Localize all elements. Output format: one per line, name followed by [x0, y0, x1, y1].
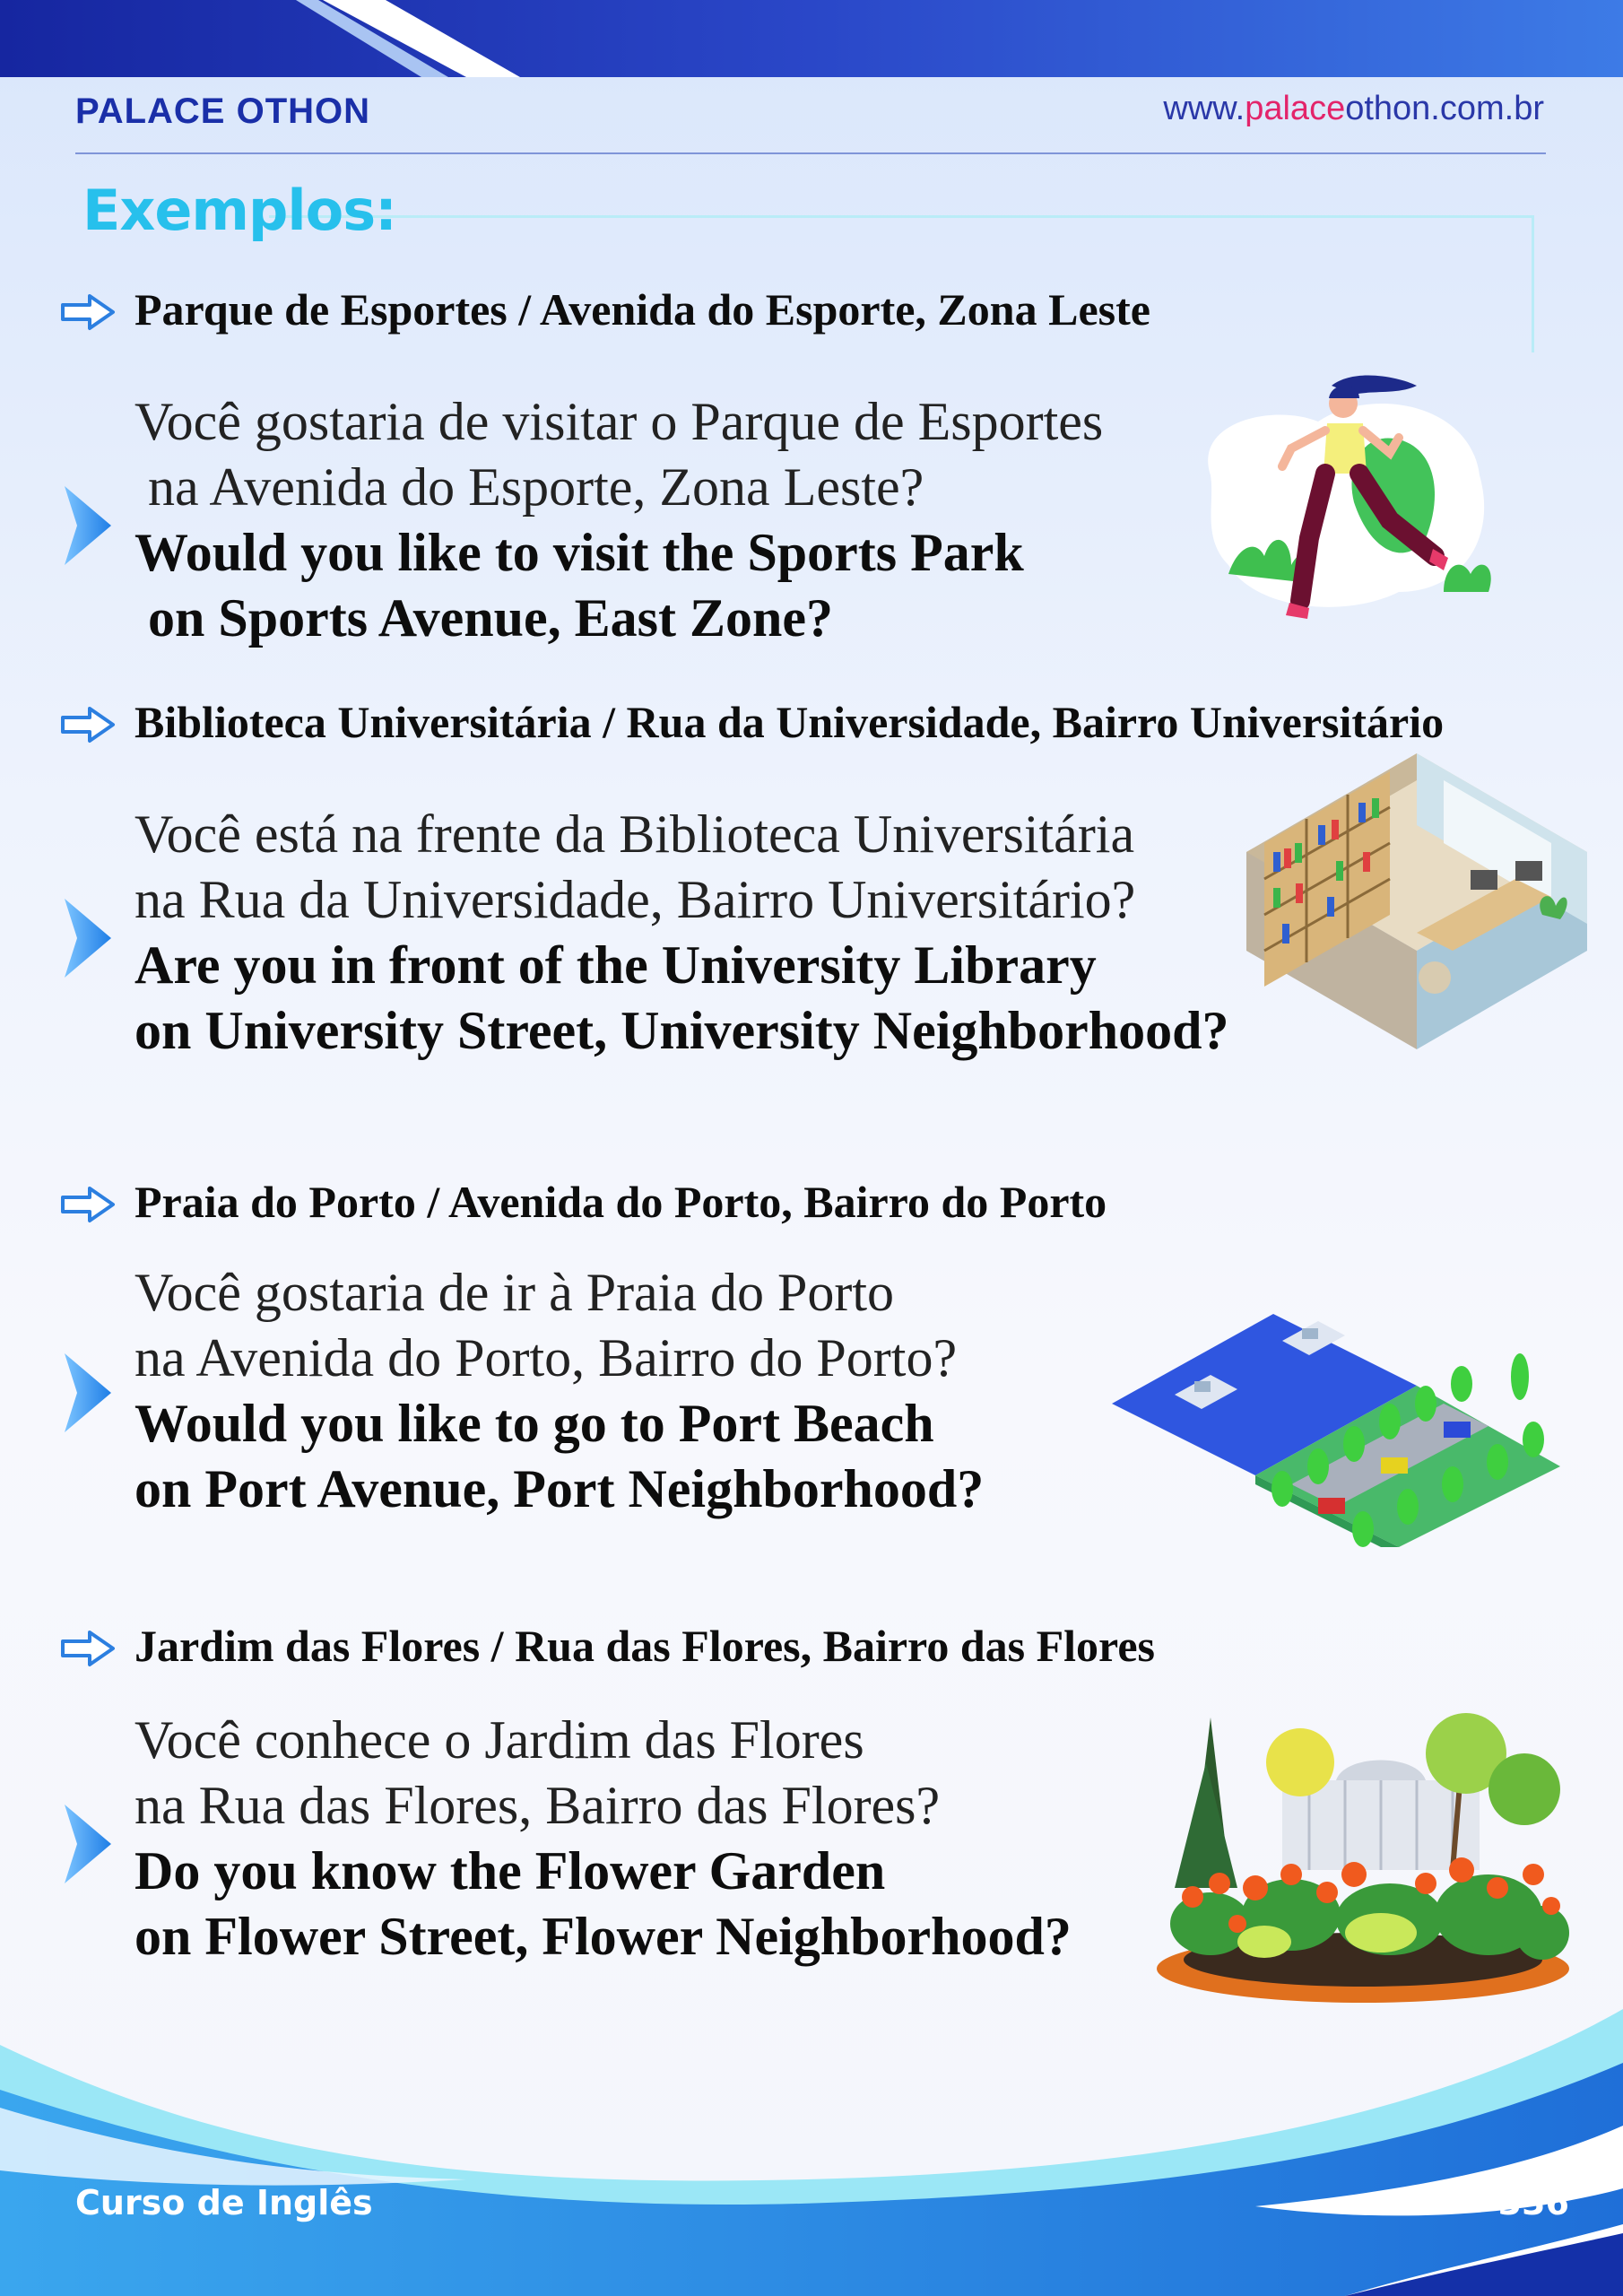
footer-course-label: Curso de Inglês [75, 2183, 373, 2222]
page-number: 336 [1497, 2183, 1569, 2222]
portuguese-line: na Avenida do Porto, Bairro do Porto? [135, 1328, 958, 1387]
portuguese-line: na Rua das Flores, Bairro das Flores? [135, 1776, 941, 1835]
arrow-right-icon [59, 705, 117, 744]
footer-decorative-wave [0, 2009, 1623, 2296]
play-triangle-icon [59, 1801, 115, 1887]
arrow-right-icon [59, 1185, 117, 1224]
english-line: Are you in front of the University Library [135, 935, 1097, 995]
english-line: on Port Avenue, Port Neighborhood? [135, 1459, 985, 1518]
play-triangle-icon [59, 483, 115, 569]
website-url[interactable] [1163, 90, 1544, 128]
english-line: on University Street, University Neighborhood? [135, 1001, 1229, 1060]
port-street-icon [1112, 1278, 1560, 1547]
header-divider [75, 152, 1546, 154]
english-line: Would you like to visit the Sports Park [135, 523, 1024, 582]
arrow-right-icon [59, 1629, 117, 1668]
page-heading: Exemplos: [82, 178, 396, 243]
play-triangle-icon [59, 895, 115, 981]
portuguese-line: Você gostaria de ir à Praia do Porto [135, 1263, 895, 1322]
portuguese-line: Você conhece o Jardim das Flores [135, 1710, 864, 1770]
website-url-accent: palace [1245, 90, 1346, 127]
section-title: Parque de Esportes / Avenida do Esporte, Zona Leste [135, 284, 1150, 335]
section-title: Biblioteca Universitária / Rua da Universidade, Bairro Universitário [135, 697, 1445, 747]
arrow-right-icon [59, 292, 117, 332]
website-url-prefix: www. [1163, 90, 1245, 127]
portuguese-line: Você está na frente da Biblioteca Universitária [135, 804, 1135, 864]
english-line: on Flower Street, Flower Neighborhood? [135, 1907, 1072, 1966]
english-line: on Sports Avenue, East Zone? [135, 588, 834, 648]
top-decorative-band [0, 0, 1623, 81]
english-line: Would you like to go to Port Beach [135, 1394, 934, 1453]
play-triangle-icon [59, 1350, 115, 1436]
portuguese-line: na Rua da Universidade, Bairro Universitário? [135, 870, 1136, 929]
section-title: Praia do Porto / Avenida do Porto, Bairro do Porto [135, 1177, 1107, 1227]
website-url-suffix: othon.com.br [1345, 90, 1544, 127]
portuguese-line: Você gostaria de visitar o Parque de Esportes [135, 392, 1104, 451]
english-line: Do you know the Flower Garden [135, 1841, 886, 1900]
brand-name: PALACE OTHON [75, 91, 371, 131]
portuguese-line: na Avenida do Esporte, Zona Leste? [135, 457, 924, 517]
section-title: Jardim das Flores / Rua das Flores, Bairro das Flores [135, 1621, 1155, 1671]
library-room-icon [1246, 753, 1587, 1049]
flower-garden-icon [1157, 1709, 1569, 2005]
running-woman-icon [1175, 368, 1506, 637]
